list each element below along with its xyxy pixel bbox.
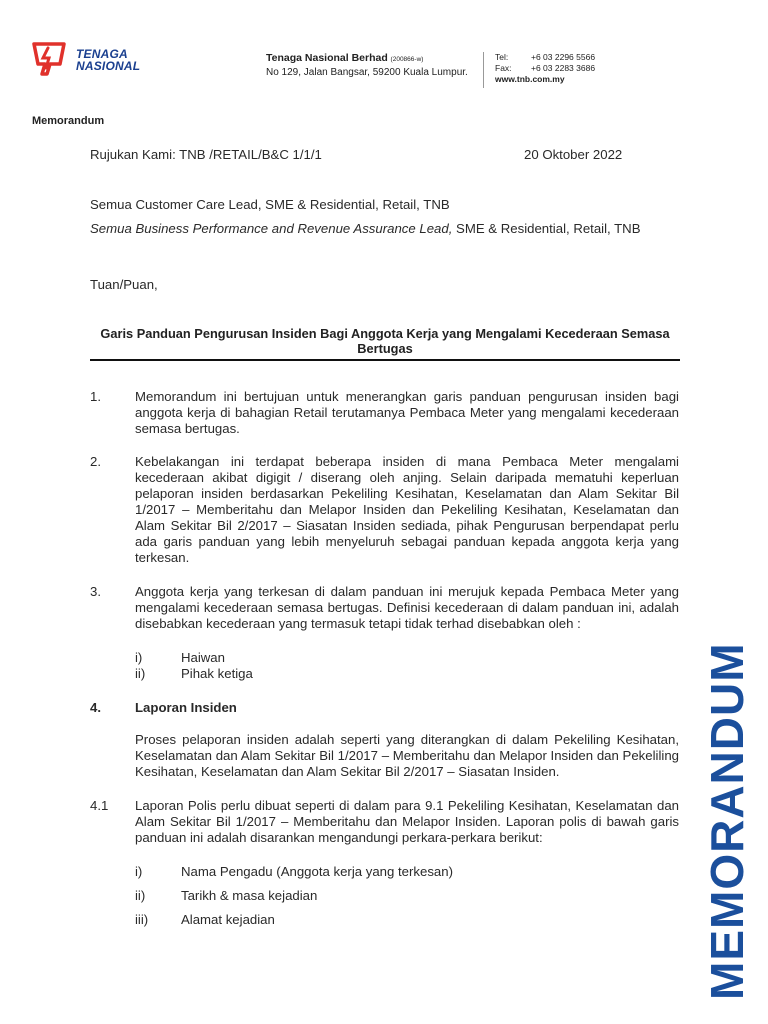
memo-label: Memorandum <box>32 115 105 127</box>
fax-label: Fax: <box>495 63 512 73</box>
side-memorandum-label: MEMORANDUM <box>701 642 753 1000</box>
greeting: Tuan/Puan, <box>90 277 158 292</box>
company-name: Tenaga Nasional Berhad <box>266 52 388 64</box>
section-4-text: Proses pelaporan insiden adalah seperti yang diterangkan di dalam Pekeliling Kesihatan, Keselamatan dan Alam Sekitar Bil 1/2017 – Memberitahu dan Melapor Insiden dan Pekeliling Kesihatan, Keselamatan dan Alam Sekitar Bil 2/2017 – Siasatan Insiden. <box>135 732 679 779</box>
logo-text: TENAGA NASIONAL <box>76 47 141 73</box>
list-item: Alamat kejadian <box>181 912 275 927</box>
section-4-1-number: 4.1 <box>90 798 109 813</box>
section-4-1-text: Laporan Polis perlu dibuat seperti di dalam para 9.1 Pekeliling Kesihatan, Keselamatan dan Alam Sekitar Bil 1/2017 – Memberitahu dan Melapor Insiden. Laporan polis di bawah garis panduan ini adalah disarankan mengandungi perkara-perkara berikut: <box>135 798 679 845</box>
list-item-number: ii) <box>135 888 146 903</box>
section-4-number: 4. <box>90 700 101 715</box>
list-item-number: i) <box>135 650 143 665</box>
subject-heading: Garis Panduan Pengurusan Insiden Bagi Anggota Kerja yang Mengalami Kecederaan Semasa Bertugas <box>100 326 670 356</box>
header-divider <box>483 52 484 88</box>
company-address: No 129, Jalan Bangsar, 59200 Kuala Lumpur. <box>266 67 468 78</box>
website-link[interactable]: www.tnb.com.my <box>495 74 565 84</box>
recipient-2-rest: SME & Residential, Retail, TNB <box>452 221 641 236</box>
paragraph-2-number: 2. <box>90 454 101 469</box>
paragraph-1-number: 1. <box>90 389 101 404</box>
recipient-2 <box>90 221 641 237</box>
recipient-1: Semua Customer Care Lead, SME & Residential, Retail, TNB <box>90 197 450 212</box>
list-item-number: iii) <box>135 912 149 927</box>
section-4-heading: Laporan Insiden <box>135 700 237 715</box>
list-item: Tarikh & masa kejadian <box>181 888 318 903</box>
paragraph-2: Kebelakangan ini terdapat beberapa insiden di mana Pembaca Meter mengalami kecederaan akibat digigit / diserang oleh anjing. Selain daripada mematuhi keperluan pelaporan insiden berdasarkan Pekeliling Kesihatan, Keselamatan dan Alam Sekitar Bil 1/2017 – Memberitahu dan Melapor Insiden dan Pekeliling Kesihatan, Keselamatan dan Alam Sekitar Bil 2/2017 – Siasatan Insiden sediada, pihak Pengurusan berpendapat perlu ada garis panduan yang lebih menyeluruh sebagai panduan kepada anggota kerja yang terkesan. <box>135 454 679 565</box>
fax-value: +6 03 2283 3686 <box>531 63 596 73</box>
list-item-number: i) <box>135 864 143 879</box>
company-block <box>266 52 468 79</box>
list-item: Nama Pengadu (Anggota kerja yang terkesan) <box>181 864 453 879</box>
company-reg: (200866-w) <box>390 56 424 63</box>
tel-value: +6 03 2296 5566 <box>531 52 596 62</box>
contact-block <box>495 52 595 85</box>
recipient-2-italic: Semua Business Performance and Revenue Assurance Lead, <box>90 221 453 236</box>
reference-number: Rujukan Kami: TNB /RETAIL/B&C 1/1/1 <box>90 147 322 162</box>
memo-date: 20 Oktober 2022 <box>524 147 623 162</box>
paragraph-3: Anggota kerja yang terkesan di dalam panduan ini merujuk kepada Pembaca Meter yang mengalami kecederaan semasa bertugas. Definisi kecederaan di dalam panduan ini, adalah disebabkan kecederaan yang termasuk tetapi tidak terhad disebabkan oleh : <box>135 584 679 631</box>
tel-label: Tel: <box>495 52 509 62</box>
list-item: Haiwan <box>181 650 225 665</box>
list-item: Pihak ketiga <box>181 666 253 681</box>
list-item-number: ii) <box>135 666 146 681</box>
paragraph-3-number: 3. <box>90 584 101 599</box>
subject-underline <box>90 359 680 361</box>
paragraph-1: Memorandum ini bertujuan untuk menerangkan garis panduan pengurusan insiden bagi anggota kerja di bahagian Retail terutamanya Pembaca Meter yang mengalami kecederaan semasa bertugas. <box>135 389 679 436</box>
